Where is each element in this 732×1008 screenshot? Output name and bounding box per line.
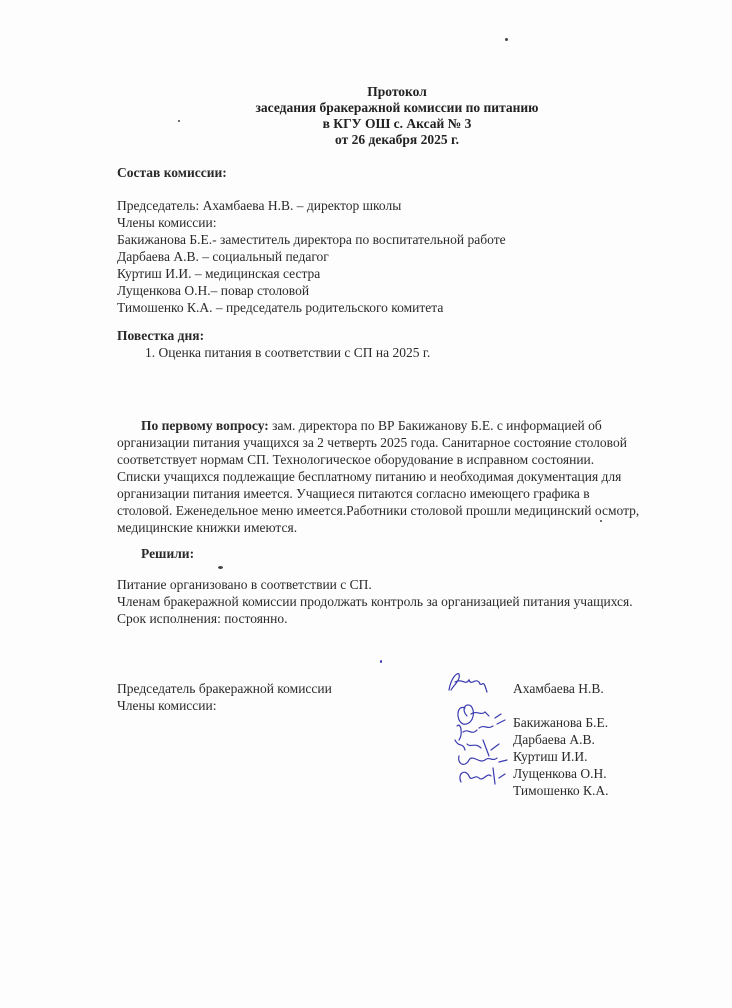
title-line: Протокол [367, 84, 427, 99]
member-line: Лущенкова О.Н.– повар столовой [117, 283, 310, 298]
commission-heading: Состав комиссии: [117, 165, 227, 180]
agenda-item: 1. Оценка питания в соответствии с СП на 2025 г. [145, 345, 431, 360]
first-question-section [117, 417, 687, 536]
first-question-line: организации питания имеется. Учащиеся питаются согласно имеющего графика в [117, 486, 590, 501]
members-label: Члены комиссии: [117, 215, 217, 230]
signature-strokes [449, 674, 507, 784]
members-signature-label: Члены комиссии: [117, 698, 217, 713]
signature-member-5 [460, 768, 505, 784]
first-question-line: соответствует нормам СП. Технологическое оборудование в исправном состоянии. [117, 452, 595, 467]
document-title [0, 84, 732, 148]
decision-heading: Решили: [141, 546, 195, 561]
commission-list [117, 197, 506, 316]
first-question-line: медицинские книжки имеются. [117, 520, 298, 535]
scan-speck [380, 660, 382, 663]
scan-speck [505, 38, 508, 41]
member-line: Тимошенко К.А. – председатель родительского комитета [117, 300, 444, 315]
member-name: Лущенкова О.Н. [513, 766, 607, 781]
title-line: заседания бракеражной комиссии по питанию [255, 100, 539, 115]
member-line: Дарбаева А.В. – социальный педагог [117, 249, 329, 264]
title-line: от 26 декабря 2025 г. [335, 132, 459, 147]
first-question-line: Списки учащихся подлежащие бесплатному питанию и необходимая документация для [117, 469, 622, 484]
member-name: Тимошенко К.А. [513, 783, 609, 798]
agenda-heading: Повестка дня: [117, 328, 205, 343]
first-question-line: столовой. Еженедельное меню имеется.Работники столовой прошли медицинский осмотр, [117, 503, 640, 518]
signature-labels [117, 680, 332, 714]
member-line: Бакижанова Б.Е.- заместитель директора по воспитательной работе [117, 232, 506, 247]
chairman-signature-label: Председатель бракеражной комиссии [117, 681, 332, 696]
signature-member-1 [458, 705, 501, 724]
agenda-section [117, 327, 430, 361]
decision-list [117, 576, 633, 627]
signature-member-2 [457, 720, 505, 740]
decision-line: Срок исполнения: постоянно. [117, 611, 288, 626]
decision-line: Питание организовано в соответствии с СП. [117, 577, 372, 592]
signature-chairman [449, 674, 487, 692]
scan-speck [600, 520, 602, 522]
member-name: Бакижанова Б.Е. [513, 715, 609, 730]
title-line: в КГУ ОШ с. Аксай № 3 [322, 116, 472, 131]
first-question-line: По первому вопросу: зам. директора по ВР Бакижанову Б.Е. с информацией об [141, 418, 602, 433]
first-question-line: организации питания учащихся за 2 четверть 2025 года. Санитарное состояние столовой [117, 435, 627, 450]
first-question-label: По первому вопросу: [141, 418, 269, 433]
member-name: Дарбаева А.В. [513, 732, 595, 747]
member-name: Куртиш И.И. [513, 749, 588, 764]
handwritten-signatures-icon [435, 664, 515, 794]
decision-line: Членам бракеражной комиссии продолжать контроль за организацией питания учащихся. [117, 594, 633, 609]
signature-names [513, 680, 609, 799]
chairman-name: Ахамбаева Н.В. [513, 681, 604, 696]
chairman-line: Председатель: Ахамбаева Н.В. – директор школы [117, 198, 402, 213]
member-line: Куртиш И.И. – медицинская сестра [117, 266, 321, 281]
scan-speck [218, 566, 223, 569]
signature-member-3 [455, 740, 499, 756]
scan-speck [178, 120, 180, 122]
signature-member-4 [459, 756, 507, 764]
